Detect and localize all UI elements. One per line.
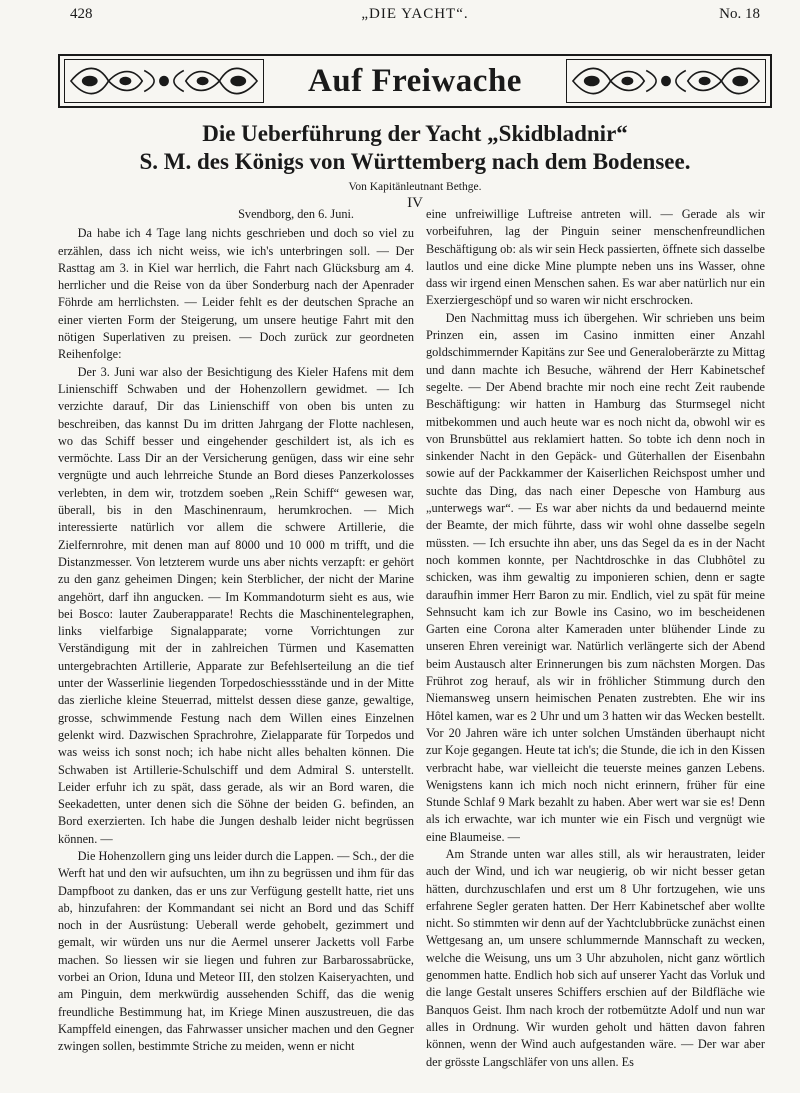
section-banner bbox=[58, 54, 772, 108]
byline: Von Kapitänleutnant Bethge. bbox=[348, 181, 482, 193]
part-number: IV bbox=[407, 195, 423, 211]
paragraph: Da habe ich 4 Tage lang nichts geschrieben und doch so viel zu erzählen, dass ich nicht weiss, wie ich's unterbringen soll. — Der Rasttag am 3. in Kiel war herrlich, die Fahrt nach Glücksburg am 4. herrlicher und die Reise von da über Sonderburg nach der Apenrader Föhrde am herrlichsten. — Leider fehlt es der deutschen Sprache an einer vierten Form der Steigerung, um unsere heutige Fahrt mit den nötigen Superlativen zu preisen. — Doch zurück zur geordneten Reihenfolge: bbox=[58, 226, 414, 362]
article-subtitle: S. M. des Königs von Württemberg nach dem Bodensee. bbox=[139, 149, 691, 174]
ornament-right-icon bbox=[566, 59, 766, 103]
left-column bbox=[58, 206, 414, 1056]
paragraph: Den Nachmittag muss ich übergehen. Wir schrieben uns beim Prinzen ein, assen im Casino inmitten einer Anzahl goldschimmernder Kapitäns zur See und Generaloberärzte zu Mittag und dann machte ich Besuche, während der Herr Kabinetschef segelte. — Der Abend brachte mir noch eine recht Zeit raubende Beschäftigung: wir hatten in Hamburg das Sturmsegel nicht mitbekommen und auch heute war es noch nicht da, obwohl wir es von Brunsbüttel aus reklamiert hatten. So tobte ich denn noch in sinkender Nacht in den Gepäck- und Güterhallen der Eisenbahn sowie auf der Packkammer der Kaiserlichen Reichspost umher und suchte das Ding, das nach einer Depesche von Hamburg aus „unterwegs war“. — Es war aber nichts da und bedauernd meinte der Beamte, der mich führte, dass wir wohl ohne dasselbe segeln müssten. — Ich ersuchte ihn aber, uns das Segel da es in der Nacht noch kommen konnte, per Nachtdroschke in das Clubhôtel zu schicken, was ihm gewaltig zu imponieren schien, denn er sagte daraufhin immer Herr Baron zu mir. Endlich, viel zu spät für meine Sehnsucht kam ich zur Bowle ins Casino, wo im bescheidenen Garten eine Corona alter Kameraden unter blühender Linde zu unseren Ehren vereinigt war. Natürlich verlängerte sich der Abend beim Austausch alter Erinnerungen bis zum nächsten Morgen. Das Frührot zog herauf, als wir in fröhlicher Stimmung durch den Niemansweg unsern heimischen Penaten zustrebten. Ehe wir ins Hôtel kamen, war es 2 Uhr und um 3 hatten wir das Wecken bestellt. Vor 20 Jahren wäre ich unter solchen Umständen überhaupt nicht zur Koje gegangen. Heute tat ich's; die Stunde, die ich in den Kissen verbracht habe, war vielleicht die teuerste meines ganzen Lebens. Wenigstens kann ich mich noch nicht erinnern, früher für eine Stunde Schlaf 9 Mark bezahlt zu haben. Aber wert war sie es! Denn als ich erwachte, war ich munter wie ein Fisch und vergnügt wie eine Blaumeise. — bbox=[426, 310, 765, 844]
journal-title: „DIE YACHT“. bbox=[361, 6, 469, 22]
section-title: Auf Freiwache bbox=[308, 62, 522, 99]
paragraph: eine unfreiwillige Luftreise antreten will. — Gerade als wir vorbeifuhren, lag der Pinguin seiner menschenfreundlichen Beschäftigung ob: als wir sein Heck passierten, öffnete sich dasselbe lautlos und eine dicke Mine plumpte neben uns ins Wasser, ohne dass wir irgend einen Menschen sahen. Es war aber natürlich nur ein Exerziergeschöpf und so waren wir nicht erschrocken. bbox=[426, 207, 765, 308]
ornament-left-icon bbox=[64, 59, 264, 103]
paragraph: Die Hohenzollern ging uns leider durch die Lappen. — Sch., der die Werft hat und den wir aufsuchten, um ihn zu begrüssen und ihm für das Dampfboot zu danken, das er uns zur Verfügung gestellt hatte, riet uns ab, hinzufahren: der Kommandant sei nicht an Bord und das Schiff noch in der Ausrüstung: Ueberall werde gehobelt, gezimmert und gemalt, wir würden uns nur die Aermel unserer Jacketts voll Farbe machen. So liessen wir sie liegen und fuhren zur Barbarossabrücke, vorbei an Orion, Iduna und Meteor III, den stolzen Kaiseryachten, und am Pinguin, dem merkwürdig aussehenden Schiff, das die wenig freundliche Bestimmung hat, im Kriege Minen auszustreuen, die das Kampffeld einengen, das Fahrwasser unsicher machen und den Gegner zwingen sollen, bestimmte Striche zu meiden, wenn er nicht bbox=[58, 848, 414, 1054]
page-number: 428 bbox=[70, 6, 93, 22]
issue-number: No. 18 bbox=[719, 6, 760, 22]
article-title: Die Ueberführung der Yacht „Skidbladnir“ bbox=[202, 121, 628, 146]
dateline: Svendborg, den 6. Juni. bbox=[238, 207, 354, 221]
right-column bbox=[426, 206, 765, 1071]
paragraph: Am Strande unten war alles still, als wir heraustraten, leider auch der Wind, und ich war neugierig, ob wir nicht besser getan hätten, durchzuschlafen und erst um 8 Uhr fortzugehen, wie uns erfahrene Segler geraten hatten. Der Herr Kabinetschef aber wollte nicht. So stimmten wir denn auf der Yachtclubbrücke zunächst einen Wettgesang an, um unsere schlummernde Mannschaft zu wecken, welche die Weisung, uns um 3 Uhr abzuholen, nicht ganz wörtlich genommen hatte. Endlich hob sich auf unserer Yacht das Vorluk und die lange Gestalt unseres Schiffers erschien auf der Bildfläche wie Banquos Geist. Ihm nach kroch der rotbemützte Adolf und nun war alles in Ordnung. Wir wurden geholt und hätten davon fahren können, wenn der Wind auch aufgestanden wäre. — Der war aber der grösste Langschläfer von uns allen. Es bbox=[426, 846, 765, 1069]
running-header bbox=[70, 6, 760, 28]
article-heading bbox=[60, 120, 770, 212]
paragraph: Der 3. Juni war also der Besichtigung des Kieler Hafens mit dem Linienschiff Schwaben und der Hohenzollern gewidmet. — Ich verzichte darauf, Dir das Linienschiff von oben bis unten zu beschreiben, das kannst Du im dritten Jahrgang der Flotte nachlesen, wo das Schiff besser und eingehender geschildert ist, als ich es vermöchte. Lass Dir an der Versicherung genügen, dass wir eine sehr vergnügte und auch lehrreiche Stunde an Bord dieses Panzerkolosses verlebten, in dem wir, trotzdem soeben „Rein Schiff“ gewesen war, überall, bis in den Maschinenraum, herumkrochen. — Mich interessierte natürlich vor allem die schwere Artillerie, die Zielfernrohre, mit denen man auf 8000 und 10 000 m trifft, und die Distanzmesser. Von letzterem wurde uns aber nichts verzapft: er gehört zu den ganz geheimen Dingen; kein Sterblicher, der nicht der Marine angehört, darf ihn angucken. — Im Kommandoturm sieht es aus, wie bei Bosco: lauter Zauberapparate! Rechts die Maschinentelegraphen, links vielfarbige Signalapparate; vorne Vorrichtungen zur Verständigung mit der in zahlreichen Türmen und Kasematten untergebrachten Artillerie, Apparate zur Befehlserteilung an die tief unter der Wasserlinie liegenden Torpedoschiessstände und in der Mitte das zierliche kleine Steuerrad, mittelst dessen diese ganze, gewaltige, grosse, schwimmende Festung nach dem Willen eines Einzelnen gelenkt wird. Dazwischen Sprachrohre, Zielapparate für Torpedos und was weiss ich sonst noch; ich habe nicht alles behalten können. Die Schwaben ist Artillerie-Schulschiff und dem Admiral S. unterstellt. Leider erfuhr ich zu spät, dass gerade, als wir an Bord waren, die Seekadetten, unter denen sich die Söhne der beiden G. befinden, an Bord exerzierten. Ich habe die Jungen deshalb leider nicht begrüssen können. — bbox=[58, 364, 414, 846]
